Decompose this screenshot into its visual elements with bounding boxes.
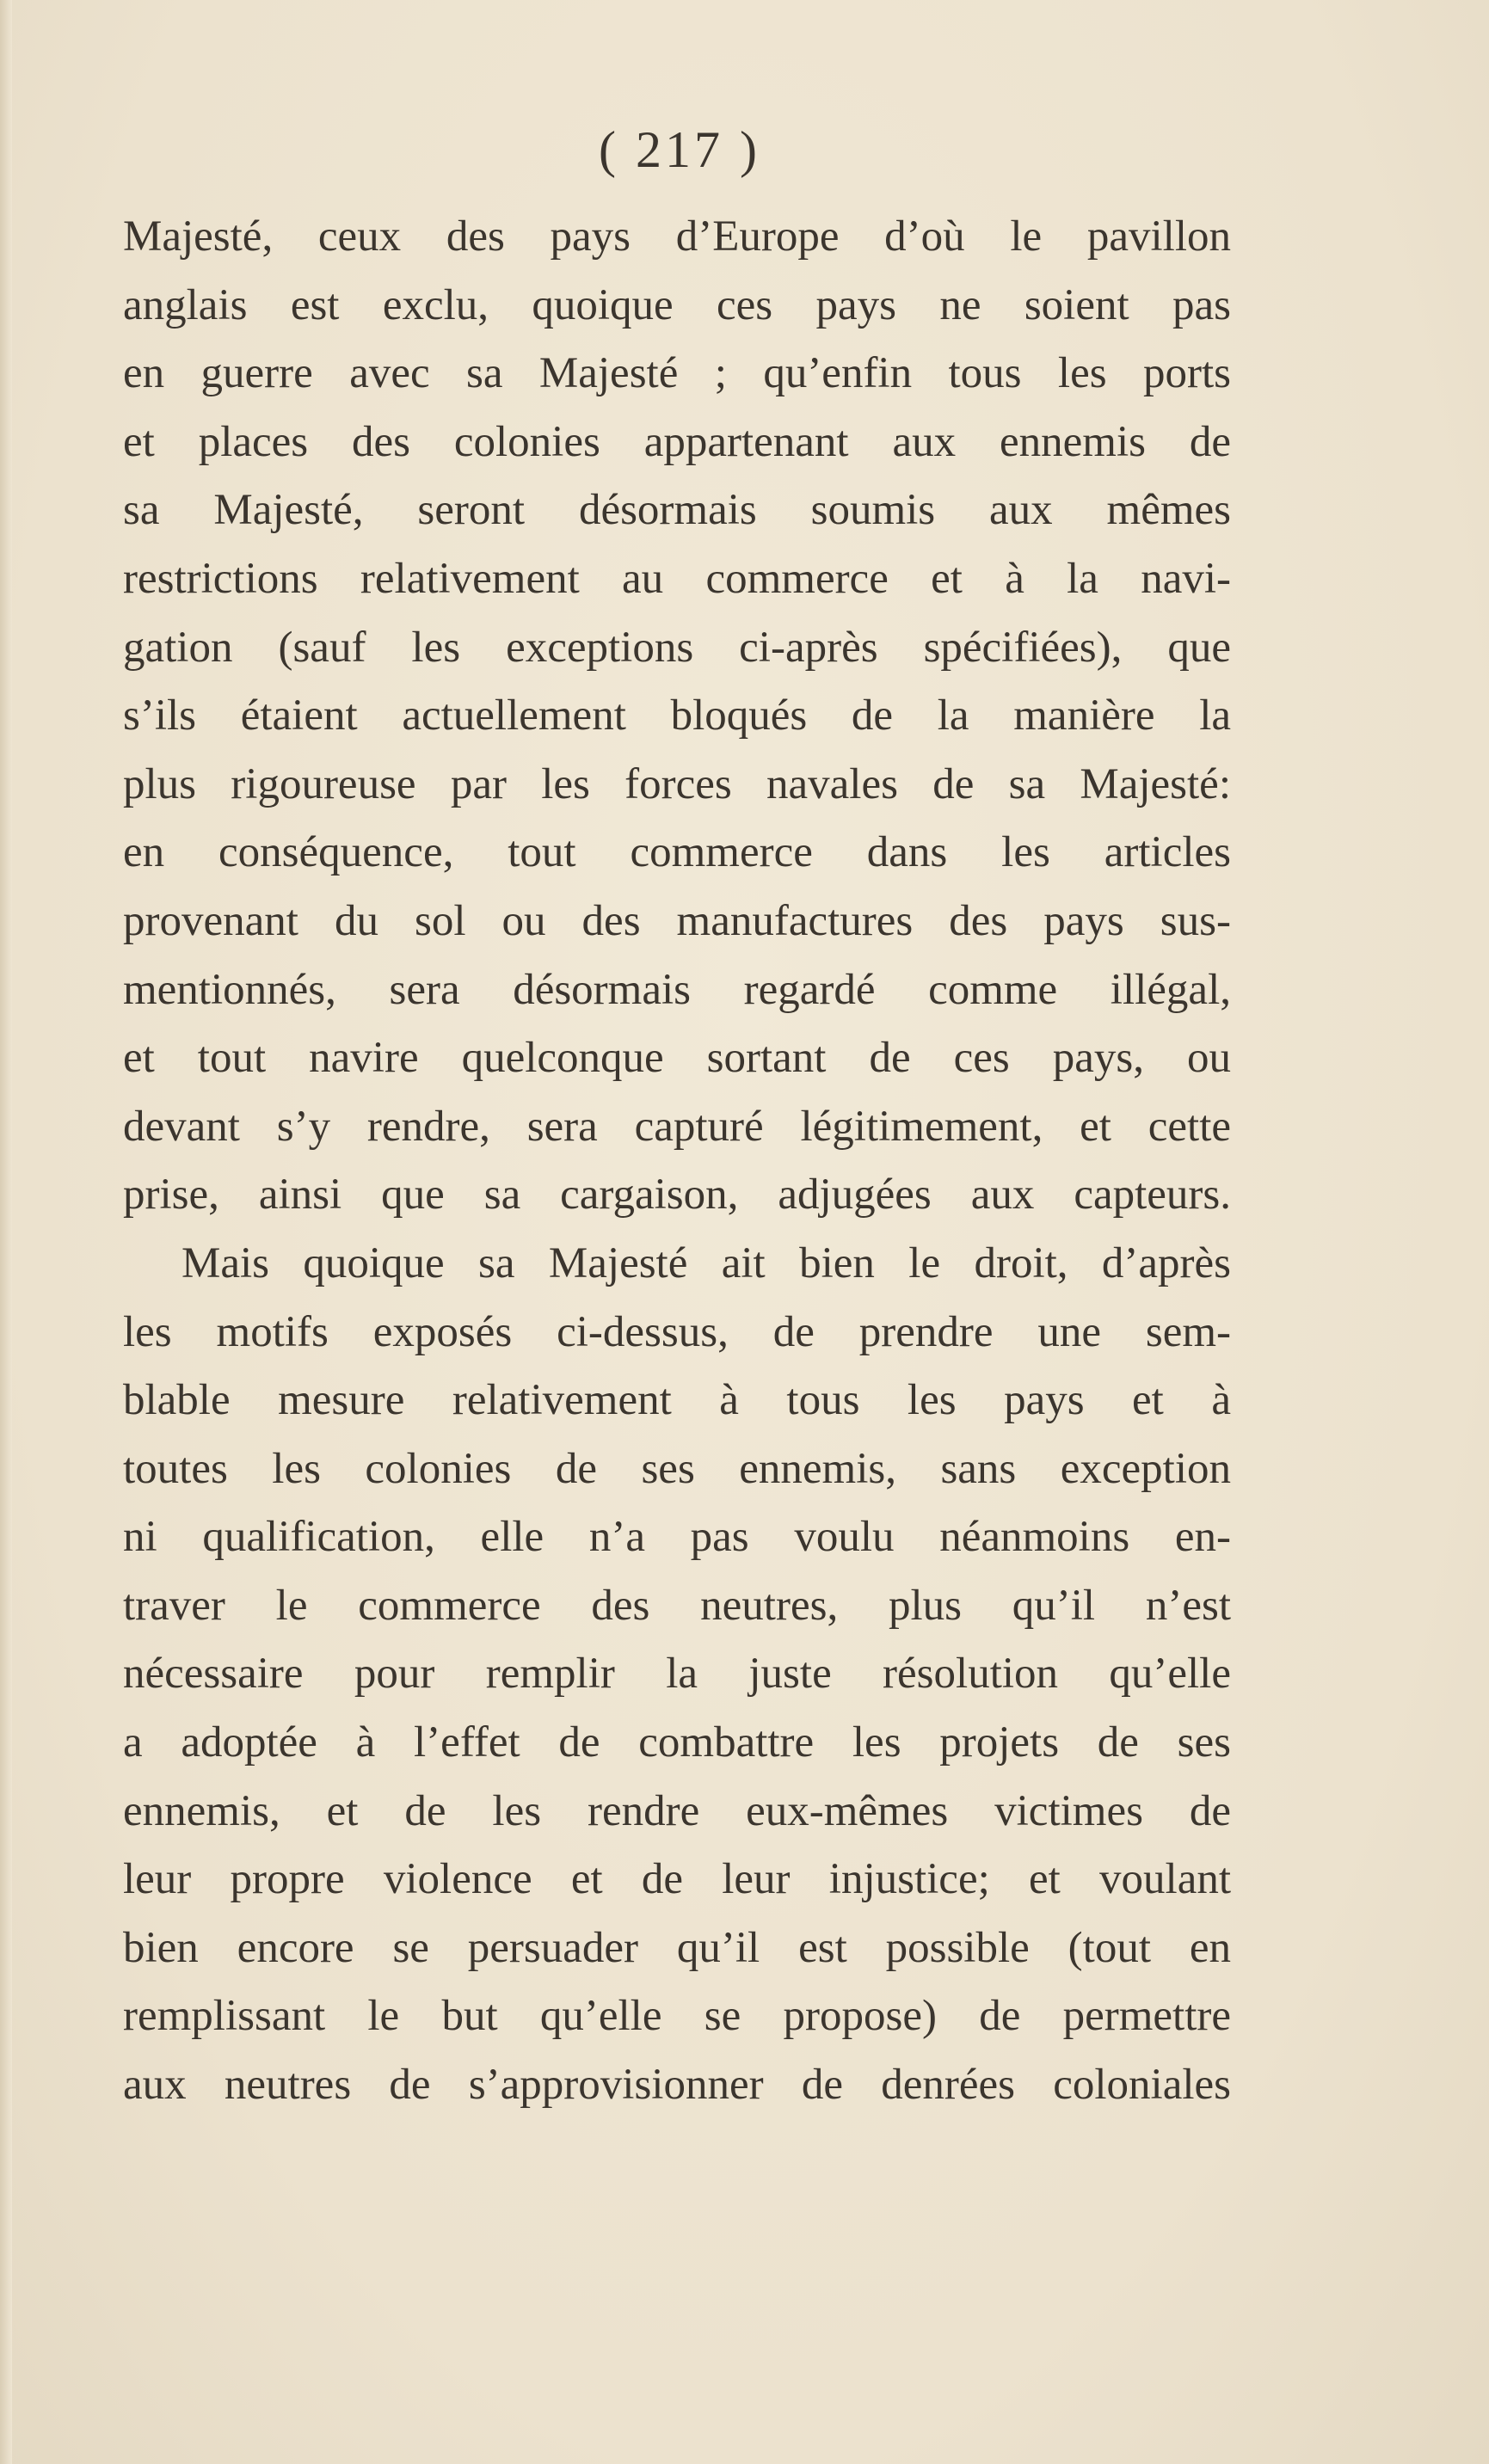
text-line: s’ils étaient actuellement bloqués de la manière la xyxy=(123,691,1231,740)
text-line: bien encore se persuader qu’il est possible (tout en xyxy=(123,1923,1231,1972)
text-line: leur propre violence et de leur injustice; et voulant xyxy=(123,1855,1231,1904)
paragraph-start-line: Mais quoique sa Majesté ait bien le droit, d’après xyxy=(182,1238,1231,1287)
text-line: ennemis, et de les rendre eux-mêmes victimes de xyxy=(123,1786,1231,1835)
text-line: et tout navire quelconque sortant de ces pays, ou xyxy=(123,1034,1231,1083)
page-edge-shadow xyxy=(0,0,12,2464)
text-line: traver le commerce des neutres, plus qu’il n’est xyxy=(123,1581,1231,1630)
text-line: blable mesure relativement à tous les pays et à xyxy=(123,1376,1231,1425)
body-text xyxy=(123,203,1231,2120)
text-line: mentionnés, sera désormais regardé comme illégal, xyxy=(123,965,1231,1014)
text-line: remplissant le but qu’elle se propose) de permettre xyxy=(123,1992,1231,2041)
text-line: restrictions relativement au commerce et à la navi- xyxy=(123,554,1231,603)
page-number: ( 217 ) xyxy=(599,121,760,178)
text-line: devant s’y rendre, sera capturé légitimement, et cette xyxy=(123,1102,1231,1151)
text-line: anglais est exclu, quoique ces pays ne soient pas xyxy=(123,280,1231,329)
text-line: plus rigoureuse par les forces navales de sa Majesté: xyxy=(123,759,1231,808)
text-line: en guerre avec sa Majesté ; qu’enfin tous les ports xyxy=(123,349,1231,398)
text-line: et places des colonies appartenant aux ennemis de xyxy=(123,417,1231,466)
text-line: prise, ainsi que sa cargaison, adjugées aux capteurs. xyxy=(123,1171,1231,1220)
text-line: sa Majesté, seront désormais soumis aux mêmes xyxy=(123,486,1231,535)
text-line: nécessaire pour remplir la juste résolution qu’elle xyxy=(123,1650,1231,1699)
text-line: provenant du sol ou des manufactures des pays sus- xyxy=(123,896,1231,945)
text-line: a adoptée à l’effet de combattre les projets de ses xyxy=(123,1718,1231,1767)
text-line: ni qualification, elle n’a pas voulu néanmoins en- xyxy=(123,1513,1231,1562)
text-line: toutes les colonies de ses ennemis, sans exception xyxy=(123,1444,1231,1493)
text-line: en conséquence, tout commerce dans les articles xyxy=(123,828,1231,877)
text-line: gation (sauf les exceptions ci-après spécifiées), que xyxy=(123,623,1231,672)
text-line: les motifs exposés ci-dessus, de prendre une sem- xyxy=(123,1307,1231,1356)
text-line: Majesté, ceux des pays d’Europe d’où le pavillon xyxy=(123,212,1231,261)
text-line: aux neutres de s’approvisionner de denrées coloniales xyxy=(123,2061,1231,2110)
